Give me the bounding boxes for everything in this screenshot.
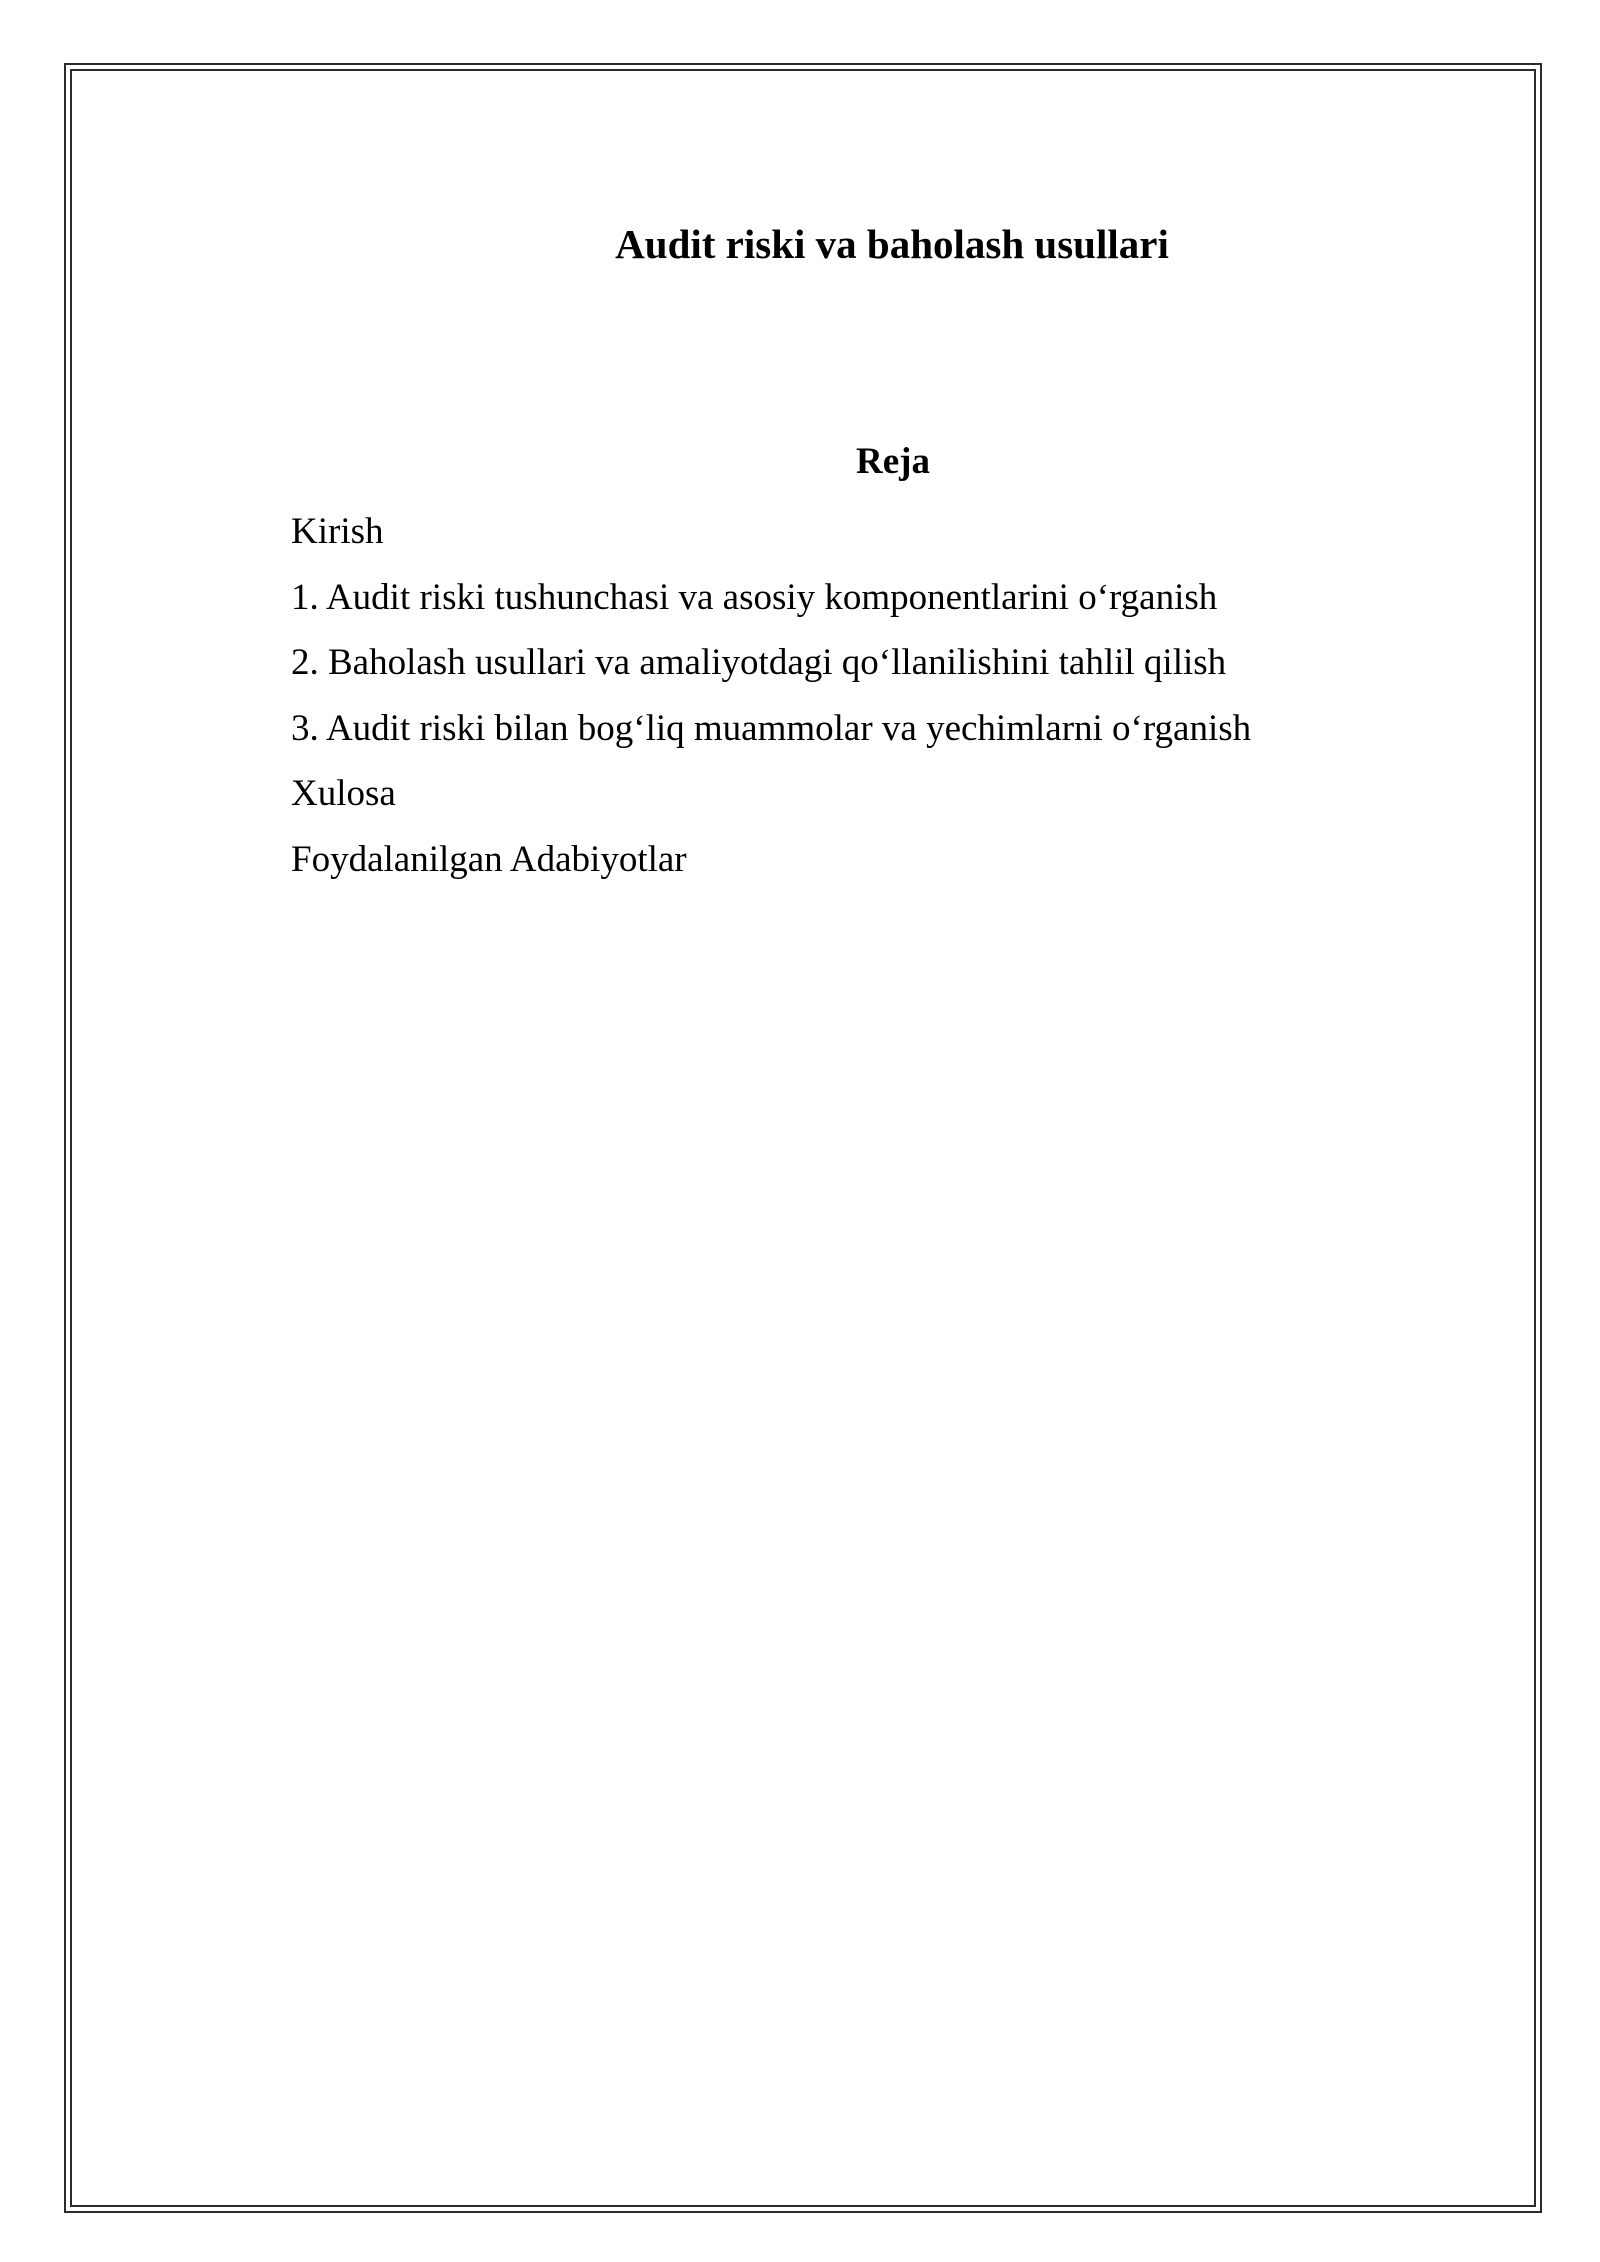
plan-heading: Reja (856, 441, 930, 482)
plan-item-references: Foydalanilgan Adabiyotlar (291, 838, 687, 880)
page-border-inner (70, 69, 1536, 2207)
plan-item-3: 3. Audit riski bilan bog‘liq muammolar va yechimlarni o‘rganish (291, 707, 1252, 749)
document-title: Audit riski va baholash usullari (615, 221, 1169, 267)
plan-item-introduction: Kirish (291, 511, 384, 552)
plan-list (291, 499, 1491, 892)
plan-item-2: 2. Baholash usullari va amaliyotdagi qo‘llanilishini tahlil qilish (291, 642, 1227, 683)
plan-item-1: 1. Audit riski tushunchasi va asosiy komponentlarini o‘rganish (291, 576, 1218, 618)
plan-item-conclusion: Xulosa (291, 773, 396, 814)
